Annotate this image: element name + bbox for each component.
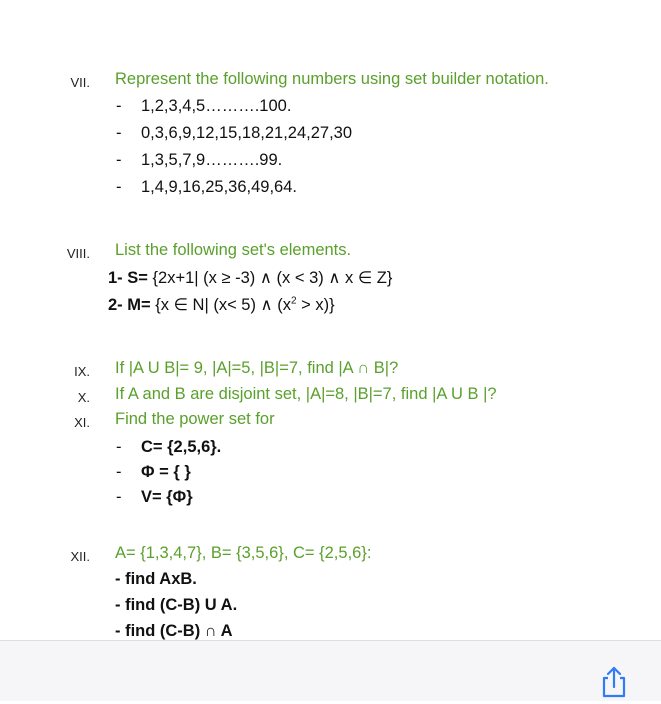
list-item: 1,4,9,16,25,36,49,64.	[141, 178, 297, 196]
question-number: XII.	[70, 549, 90, 564]
bullet-dash: -	[116, 178, 122, 196]
question-number: IX.	[74, 364, 90, 379]
set-body: {2x+1| (x ≥ -3) ∧ (x < 3) ∧ x ∈ Z}	[152, 269, 393, 287]
item-prefix: 2-	[108, 296, 123, 314]
bullet-dash: -	[116, 488, 122, 506]
list-item: Φ = { }	[141, 463, 191, 481]
set-definition-s	[108, 268, 392, 288]
bullet-dash: -	[116, 151, 122, 169]
question-prompt: If A and B are disjoint set, |A|=8, |B|=7, find |A U B |?	[115, 385, 497, 403]
list-item: 0,3,6,9,12,15,18,21,24,27,30	[141, 124, 353, 142]
question-prompt: A= {1,3,4,7}, B= {3,5,6}, C= {2,5,6}:	[115, 544, 372, 562]
list-item: - find (C-B) U A.	[115, 596, 238, 614]
question-prompt: Represent the following numbers using set builder notation.	[115, 70, 549, 88]
set-body: {x ∈ N| (x< 5) ∧ (x	[155, 296, 291, 314]
set-definition-m	[108, 295, 335, 315]
list-item: V= {Φ}	[141, 488, 193, 506]
question-prompt: List the following set's elements.	[115, 241, 352, 259]
list-item: - find (C-B) ∩ A	[115, 622, 233, 640]
set-name: M=	[127, 296, 151, 314]
question-number: VII.	[70, 75, 90, 90]
list-item: - find AxB.	[115, 570, 197, 588]
set-name: S=	[127, 269, 148, 287]
question-prompt: If |A U B|= 9, |A|=5, |B|=7, find |A ∩ B|?	[115, 359, 399, 377]
share-icon[interactable]	[597, 665, 631, 699]
question-number: X.	[77, 390, 90, 405]
question-prompt: Find the power set for	[115, 410, 275, 428]
superscript: 2	[290, 295, 297, 307]
bottom-toolbar	[0, 640, 661, 701]
bullet-dash: -	[116, 124, 122, 142]
question-number: XI.	[74, 415, 90, 430]
item-prefix: 1-	[108, 269, 123, 287]
bullet-dash: -	[116, 438, 122, 456]
list-item: 1,2,3,4,5……….100.	[141, 97, 292, 115]
set-body-end: > x)}	[296, 296, 335, 314]
list-item: 1,3,5,7,9……….99.	[141, 151, 283, 169]
bullet-dash: -	[116, 463, 122, 481]
question-number: VIII.	[66, 246, 90, 261]
list-item: C= {2,5,6}.	[141, 438, 222, 456]
bullet-dash: -	[116, 97, 122, 115]
